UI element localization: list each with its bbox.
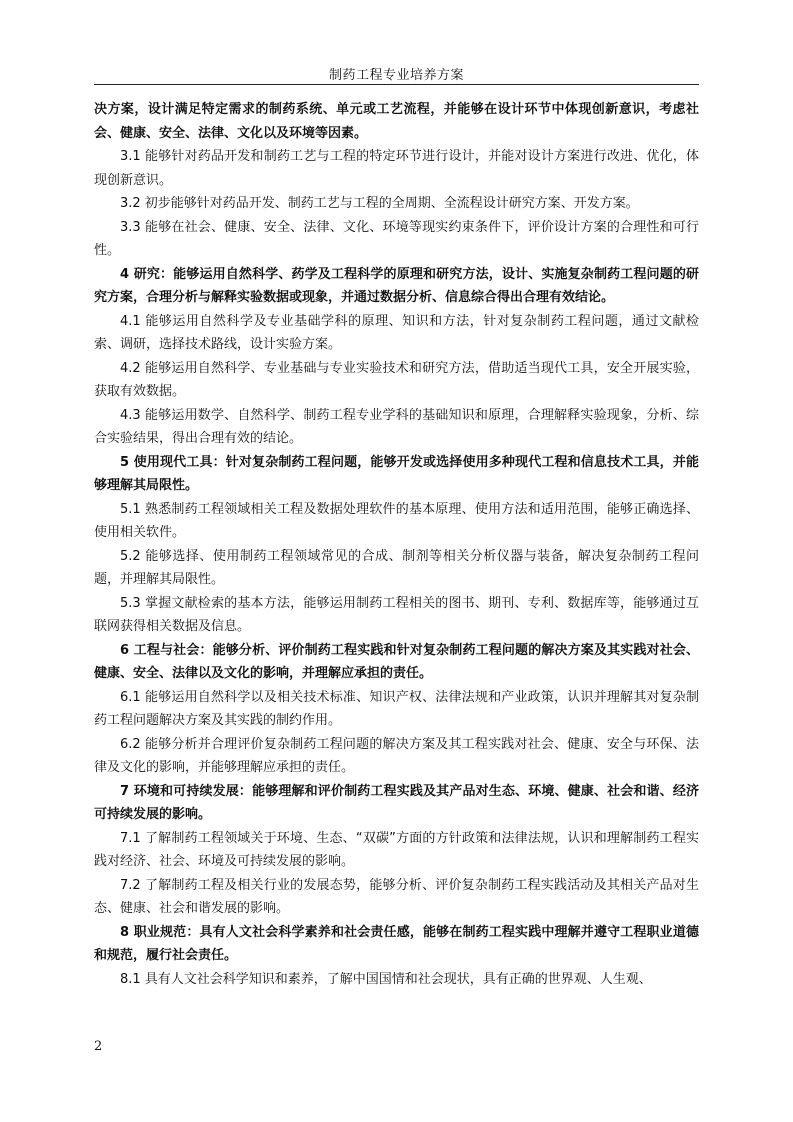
requirement-5-title: 5 使用现代工具： <box>120 454 226 470</box>
paragraph-3-continuation: 决方案，设计满足特定需求的制药系统、单元或工艺流程，并能够在设计环节中体现创新意识，考虑社会、健康、安全、法律、文化以及环境等因素。 <box>94 102 699 141</box>
indicator-7-1: 7.1 了解制药工程领域关于环境、生态、“双碳”方面的方针政策和法律法规，认识和理解制药工程实践对经济、社会、环境及可持续发展的影响。 <box>94 830 699 869</box>
indicator-6-2: 6.2 能够分析并合理评价复杂制药工程问题的解决方案及其工程实践对社会、健康、安全与环保、法律及文化的影响，并能够理解应承担的责任。 <box>94 736 699 775</box>
requirement-6-engineering-society: 6 工程与社会：能够分析、评价制药工程实践和针对复杂制药工程问题的解决方案及其实践对社会、健康、安全、法律以及文化的影响，并理解应承担的责任。 <box>94 642 699 681</box>
indicator-4-2: 4.2 能够运用自然科学、专业基础与专业实验技术和研究方法，借助适当现代工具，安全开展实验，获取有效数据。 <box>94 360 699 399</box>
requirement-7-text: 能够理解和评价制药工程实践及其产品对生态、环境、健康、社会和谐、经济可持续发展的影响。 <box>94 783 699 822</box>
indicator-3-2: 3.2 初步能够针对药品开发、制药工艺与工程的全周期、全流程设计研究方案、开发方案。 <box>120 196 639 211</box>
requirement-8-text: 具有人文社会科学素养和社会责任感，能够在制药工程实践中理解并遵守工程职业道德和规范，履行社会责任。 <box>94 924 699 963</box>
document-body <box>94 98 699 991</box>
requirement-7-environment <box>94 780 699 827</box>
requirement-8-professional-norms <box>94 921 699 968</box>
requirement-7-title: 7 环境和可持续发展： <box>120 783 253 799</box>
indicator-5-1: 5.1 熟悉制药工程领域相关工程及数据处理软件的基本原理、使用方法和适用范围，能够正确选择、使用相关软件。 <box>94 501 699 540</box>
requirement-8-title: 8 职业规范： <box>120 924 200 940</box>
requirement-5-modern-tools <box>94 451 699 498</box>
indicator-3-1: 3.1 能够针对药品开发和制药工艺与工程的特定环节进行设计，并能对设计方案进行改进、优化，体现创新意识。 <box>94 149 699 188</box>
indicator-8-1: 8.1 具有人文社会科学知识和素养，了解中国国情和社会现状，具有正确的世界观、人生观、 <box>120 971 652 987</box>
indicator-6-1: 6.1 能够运用自然科学以及相关技术标准、知识产权、法律法规和产业政策，认识并理解其对复杂制药工程问题解决方案及其实践的制约作用。 <box>94 689 699 728</box>
header-divider <box>94 84 699 85</box>
indicator-5-3: 5.3 掌握文献检索的基本方法，能够运用制药工程相关的图书、期刊、专利、数据库等，能够通过互联网获得相关数据及信息。 <box>94 595 699 634</box>
indicator-4-1: 4.1 能够运用自然科学及专业基础学科的原理、知识和方法，针对复杂制药工程问题，通过文献检索、调研，选择技术路线，设计实验方案。 <box>94 313 699 352</box>
page-number: 2 <box>94 1039 103 1054</box>
indicator-7-2: 7.2 了解制药工程及相关行业的发展态势，能够分析、评价复杂制药工程实践活动及其相关产品对生态、健康、社会和谐发展的影响。 <box>94 877 699 916</box>
indicator-5-2: 5.2 能够选择、使用制药工程领域常见的合成、制剂等相关分析仪器与装备，解决复杂制药工程问题，并理解其局限性。 <box>94 548 699 587</box>
requirement-5-text: 针对复杂制药工程问题，能够开发或选择使用多种现代工程和信息技术工具，并能够理解其局限性。 <box>94 454 699 493</box>
running-header: 制药工程专业培养方案 <box>328 68 464 83</box>
requirement-4-research: 4 研究：能够运用自然科学、药学及工程科学的原理和研究方法，设计、实施复杂制药工程问题的研究方案，合理分析与解释实验数据或现象，并通过数据分析、信息综合得出合理有效结论。 <box>94 266 699 305</box>
indicator-3-3: 3.3 能够在社会、健康、安全、法律、文化、环境等现实约束条件下，评价设计方案的合理性和可行性。 <box>94 219 699 258</box>
indicator-4-3: 4.3 能够运用数学、自然科学、制药工程专业学科的基础知识和原理，合理解释实验现象，分析、综合实验结果，得出合理有效的结论。 <box>94 407 699 446</box>
